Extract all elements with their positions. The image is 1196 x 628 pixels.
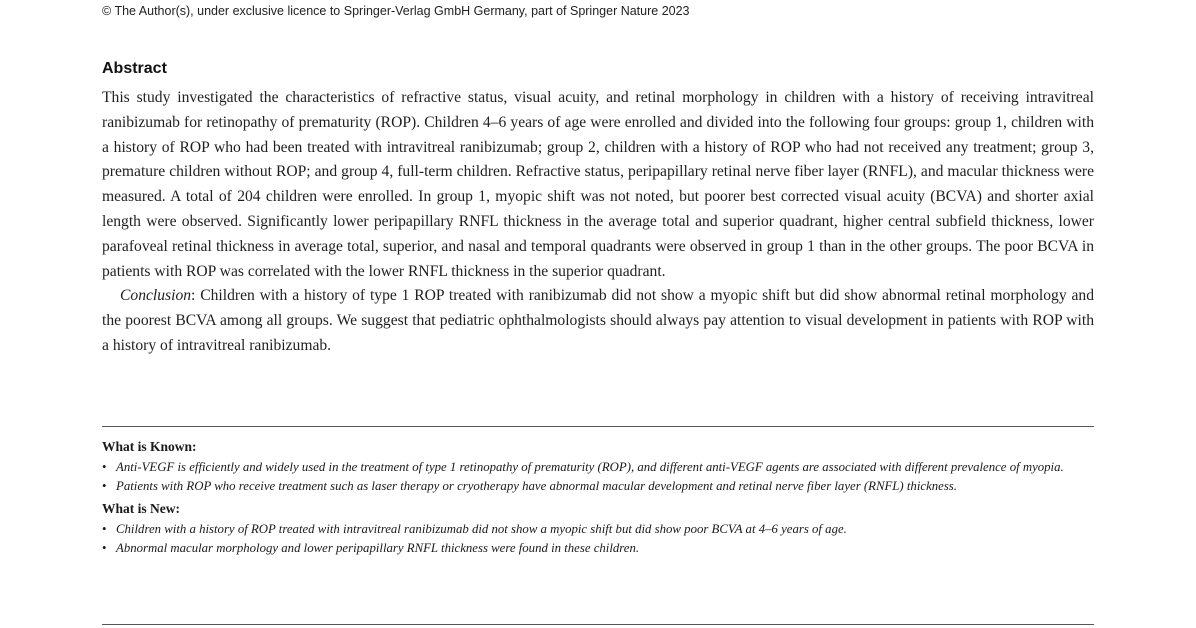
what-is-new-heading: What is New: bbox=[102, 501, 180, 516]
what-is-known-heading: What is Known: bbox=[102, 439, 197, 454]
what-is-new-list bbox=[102, 520, 1094, 558]
what-is-known-list bbox=[102, 458, 1094, 496]
conclusion-label: Conclusion bbox=[120, 287, 192, 305]
abstract-paragraph: This study investigated the characteristics of refractive status, visual acuity, and retinal morphology in children with a history of receiving intravitreal ranibizumab for retinopathy of prematurity (ROP). Children 4–6 years of age were enrolled and divided into the following four groups: group 1, children with a history of ROP who had been treated with intravitreal ranibizumab; group 2, children with a history of ROP who had not received any treatment; group 3, premature children without ROP; and group 4, full-term children. Refractive status, peripapillary retinal nerve fiber layer (RNFL), and macular thickness were measured. A total of 204 children were enrolled. In group 1, myopic shift was not noted, but poorer best corrected visual acuity (BCVA) and shorter axial length were observed. Significantly lower peripapillary RNFL thickness in the average total and superior quadrant, higher central subfield thickness, lower parafoveal retinal thickness in average total, superior, and nasal and temporal quadrants were observed in group 1 than in the other groups. The poor BCVA in patients with ROP was correlated with the lower RNFL thickness in the superior quadrant. bbox=[102, 89, 1094, 280]
list-item-text: Anti-VEGF is efficiently and widely used in the treatment of type 1 retinopathy of prematurity (ROP), and different anti-VEGF agents are associated with different prevalence of myopia. bbox=[116, 460, 1064, 474]
bullet-icon: • bbox=[102, 522, 107, 536]
list-item bbox=[102, 539, 1076, 558]
list-item bbox=[102, 520, 1076, 539]
list-item-text: Abnormal macular morphology and lower peripapillary RNFL thickness were found in these children. bbox=[116, 541, 640, 555]
list-item bbox=[102, 477, 1076, 496]
box-top-rule bbox=[102, 426, 1094, 427]
bullet-icon: • bbox=[102, 479, 107, 493]
abstract-conclusion bbox=[102, 284, 1094, 358]
bullet-icon: • bbox=[102, 541, 107, 555]
conclusion-text: : Children with a history of type 1 ROP treated with ranibizumab did not show a myopic shift but did show abnormal retinal morphology and the poorest BCVA among all groups. We suggest that pediatric ophthalmologists should always pay attention to visual development in patients with ROP with a history of intravitreal ranibizumab. bbox=[102, 287, 1094, 354]
box-bottom-rule bbox=[102, 624, 1094, 625]
copyright-notice: © The Author(s), under exclusive licence to Springer-Verlag GmbH Germany, part of Springer Nature 2023 bbox=[102, 4, 690, 18]
list-item-text: Children with a history of ROP treated with intravitreal ranibizumab did not show a myopic shift but did show poor BCVA at 4–6 years of age. bbox=[116, 522, 847, 536]
abstract-body bbox=[102, 86, 1094, 359]
bullet-icon: • bbox=[102, 460, 107, 474]
list-item-text: Patients with ROP who receive treatment such as laser therapy or cryotherapy have abnormal macular development and retinal nerve fiber layer (RNFL) thickness. bbox=[116, 479, 957, 493]
key-points-box bbox=[102, 434, 1094, 558]
abstract-heading: Abstract bbox=[102, 60, 167, 77]
list-item bbox=[102, 458, 1076, 477]
